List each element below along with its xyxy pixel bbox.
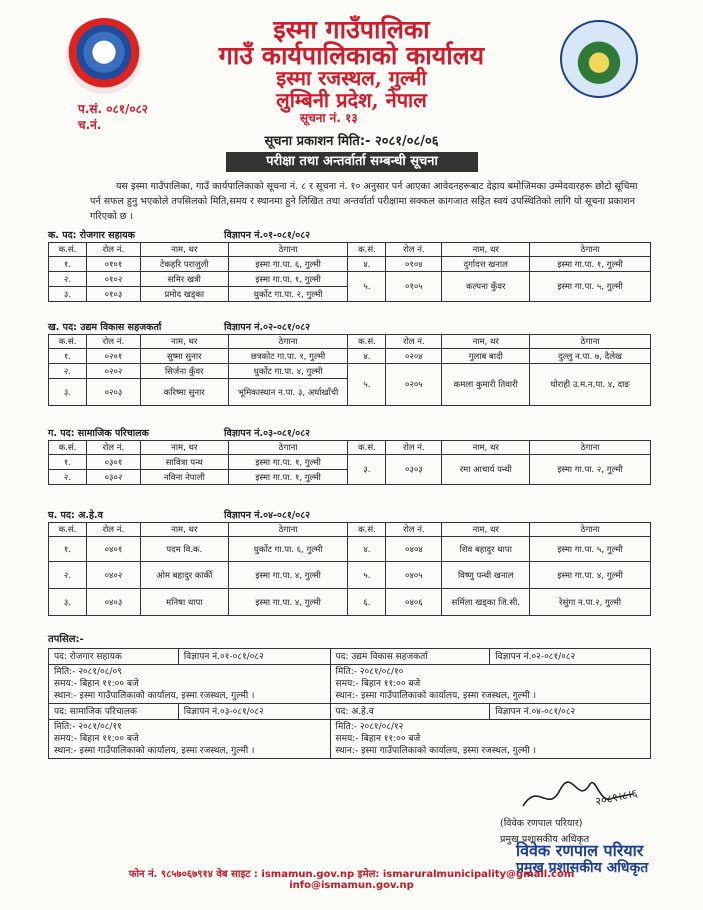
header-line-3: इस्मा रजस्थल, गुल्मी: [276, 66, 427, 90]
notice-title: परीक्षा तथा अन्तर्वार्ता सम्बन्धी सूचना: [226, 152, 478, 172]
schedule-advert: विज्ञापन नं.०३-०८१/०८२: [178, 704, 330, 720]
schedule-details: मिति:- २०८१/०८/०९ समय:- बिहान ११:०० बजे स्थान:- इस्मा गाउँपालिकाको कार्यालय, इस्मा रजस्थल, गुल्मी ।: [49, 665, 331, 704]
section-heading: [48, 426, 310, 439]
schedule-post: पद: सामाजिक परिचालक: [49, 704, 179, 720]
section-heading: [48, 320, 310, 333]
col-name: नाम, थर: [140, 243, 228, 257]
table-row: २. ०१०२ समिर खत्री इस्मा गा.पा. १, गुल्मी ५. ०१०५ कल्पना कुँवर इस्मा गा.पा. ५, गुल्मी: [49, 272, 651, 287]
notice-number: सूचना नं. १३: [300, 111, 358, 125]
section-advert: विज्ञापन नं.०२-०८१/०८२: [224, 322, 311, 333]
dispatch-number: च.नं.: [78, 118, 102, 132]
table-row: १. ०१०१ टेकहरि पराजुली इस्मा गा.पा. ६, गुल्मी ४. ०१०४ दुर्गादत्त खनाल इस्मा गा.पा. १, गुल्मी: [49, 257, 651, 272]
schedule-title: तपसिल:-: [48, 634, 84, 645]
table-row: १. ०२०१ सुष्मा सुनार छत्रकोट गा.पा. १, गुल्मी ४. ०२०४ गुलाब बादी दुल्लु न.पा. ७, दैलेख: [49, 349, 651, 364]
col-roll: रोल नं.: [386, 243, 442, 257]
officer-name: (विवेक रणपाल परियार): [500, 818, 583, 829]
schedule-advert: विज्ञापन नं.०४-०८१/०८२: [490, 704, 651, 720]
section-post: क. पद: रोजगार सहायक: [48, 230, 135, 241]
schedule-post: पद: उद्यम विकास सहजकर्ता: [330, 649, 490, 665]
table-row: १. ०३०१ सावित्रा पन्थ इस्मा गा.पा. १, गुल्मी ३. ०३०३ रमा आचार्य पन्थी इस्मा गा.पा. २, गुल्मी: [49, 455, 651, 470]
schedule-post: पद: अ.हे.व: [330, 704, 490, 720]
candidate-table: [48, 242, 651, 302]
officer-designation: प्रमुख प्रशासकीय अधिकृत: [500, 834, 590, 845]
candidate-table: क.सं. रोल नं. नाम, थर ठेगाना क.सं. रोल नं. नाम, थर ठेगाना १. ०३०१ सावित्रा पन्थ इस्मा गा.पा. १, गुल्मी ३. ०३०३ रमा आचार्य पन्थी इस्मा गा.पा. २, गुल्मी २. ०३०२ नविना नेपाली इस्मा गा.पा. १, गुल्मी: [48, 440, 651, 485]
footer-contact: फोन नं. ९८५७०६७९१४ वेब साइट : ismamun.gov.np इमेल: ismaruralmunicipality@gmail.com: [128, 869, 575, 880]
section-post: ख. पद: उद्यम विकास सहजकर्ता: [48, 322, 162, 333]
schedule-details: मिति:- २०८१/०८/१२ समय:- बिहान ११:०० बजे स्थान:- इस्मा गाउँपालिकाको कार्यालय, इस्मा रजस्थल, गुल्मी ।: [330, 720, 650, 759]
col-name: नाम, थर: [442, 243, 530, 257]
section-post: ग. पद: सामाजिक परिचालक: [48, 428, 149, 439]
fiscal-year: प.सं. ०८१/०८२: [78, 102, 149, 116]
table-row: ३. ०२०३ करिष्मा सुनार भूमिकास्थान न.पा. ३, अर्घाखाँची: [49, 379, 651, 406]
section-advert: विज्ञापन नं.०४-०८१/०८२: [224, 510, 311, 521]
schedule-post: पद: रोजगार सहायक: [49, 649, 179, 665]
col-sn: क.सं.: [49, 243, 87, 257]
footer-email: info@ismamun.gov.np: [289, 880, 414, 891]
table-row: १. ०४०१ पदम वि.क. धुर्कोट गा.पा. ६, गुल्मी ४. ०४०४ शिव बहादुर थापा इस्मा गा.पा. ५, गुल्मी: [49, 537, 651, 562]
col-address: ठेगाना: [530, 243, 651, 257]
section-advert: विज्ञापन नं.०३-०८१/०८२: [224, 428, 311, 439]
stamp-designation: प्रमुख प्रशासकीय अधिकृत: [516, 860, 649, 876]
table-row: ३. ०१०३ प्रमोद खड्का धुर्कोट गा.पा. २, गुल्मी: [49, 287, 651, 302]
section-heading: [48, 228, 310, 241]
candidate-table: क.सं. रोल नं. नाम, थर ठेगाना क.सं. रोल नं. नाम, थर ठेगाना १. ०२०१ सुष्मा सुनार छत्रकोट गा.पा. १, गुल्मी ४. ०२०४ गुलाब बादी दुल्लु न.पा. ७, दैलेख २. ०२०२ सिर्जना कुँवर धुर्कोट गा.पा. ४, गुल्मी ५. ०२०५ कमला कुमारी तिवारी घोराही उ.म.न.पा. ४, दाङ ३. ०२०३ करिष्मा सुनार भूमिकास्थान न.पा. ३, अर्घाखाँची: [48, 334, 651, 406]
table-row: २. ०४०२ ओम बहादुर कार्की इस्मा गा.पा. ४, गुल्मी ५. ०४०५ विष्णु पन्थी खनाल इस्मा गा.पा. ४, गुल्मी: [49, 562, 651, 589]
col-roll: रोल नं.: [86, 243, 140, 257]
col-address: ठेगाना: [228, 243, 348, 257]
section-advert: विज्ञापन नं.०१-०८१/०८२: [224, 230, 311, 241]
table-row: ३. ०४०३ मनिषा थापा इस्मा गा.पा. ४, गुल्मी ६. ०४०६ सर्मिला खड्का जि.सी. रेसुंगा न.पा.२, गुल्मी: [49, 589, 651, 616]
schedule-table: [48, 648, 651, 759]
schedule-advert: विज्ञापन नं.०१-०८१/०८२: [178, 649, 330, 665]
stamp-name: विवेक रणपाल परियार: [516, 841, 644, 860]
schedule-details: मिति:- २०८१/०८/११ समय:- बिहान ११:०० बजे स्थान:- इस्मा गाउँपालिकाको कार्यालय, इस्मा रजस्थल, गुल्मी ।: [49, 720, 331, 759]
schedule-advert: विज्ञापन नं.०२-०८१/०८२: [490, 649, 651, 665]
candidate-table: क.सं. रोल नं. नाम, थर ठेगाना क.सं. रोल नं. नाम, थर ठेगाना १. ०४०१ पदम वि.क. धुर्कोट गा.पा. ६, गुल्मी ४. ०४०४ शिव बहादुर थापा इस्मा गा.पा. ५, गुल्मी २. ०४०२ ओम बहादुर कार्की इस्मा गा.पा. ४, गुल्मी ५. ०४०५ विष्णु पन्थी खनाल इस्मा गा.पा. ४, गुल्मी ३. ०४०३ मनिषा थापा इस्मा गा.पा. ४, गुल्मी ६. ०४०६ सर्मिला खड्का जि.सी. रेसुंगा न.पा.२, गुल्मी: [48, 522, 651, 616]
section-post: घ. पद: अ.हे.व: [48, 510, 103, 521]
table-row: २. ०३०२ नविना नेपाली इस्मा गा.पा. १, गुल्मी: [49, 470, 651, 485]
col-sn: क.सं.: [348, 243, 386, 257]
signature-date: २०८१।८।६: [594, 786, 639, 809]
header-line-1: इस्मा गाउँपालिका: [273, 15, 430, 44]
header-line-2: गाउँ कार्यपालिकाको कार्यालय: [218, 41, 485, 70]
table-row: २. ०२०२ सिर्जना कुँवर धुर्कोट गा.पा. ४, गुल्मी ५. ०२०५ कमला कुमारी तिवारी घोराही उ.म.न.पा. ४, दाङ: [49, 364, 651, 379]
schedule-details: मिति:- २०८१/०८/१० समय:- बिहान ११:०० बजे स्थान:- इस्मा गाउँपालिकाको कार्यालय, इस्मा रजस्थल, गुल्मी ।: [330, 665, 650, 704]
section-heading: [48, 508, 310, 521]
intro-paragraph: यस इस्मा गाउँपालिका, गाउँ कार्यपालिकाको सूचना नं. ८ र सूचना नं. १० अनुसार पर्न आएका आवेदनहरूबाट देहाय बमोजिमका उम्मेदवारहरू छोटो सूचिमा पर्न सफल हुनु भएकोले तपसिलको मिति,समय र स्थानमा हुने लिखित तथा अन्तर्वार्ता परीक्षामा सक्कल कागजात सहित स्वयं उपस्थितिको लागि यो सूचना प्रकाशन गरिएको छ ।: [90, 181, 638, 222]
publish-date: सूचना प्रकाशन मिति:- २०८१/०८/०६: [264, 134, 439, 149]
header-line-4: लुम्बिनी प्रदेश, नेपाल: [276, 88, 427, 112]
